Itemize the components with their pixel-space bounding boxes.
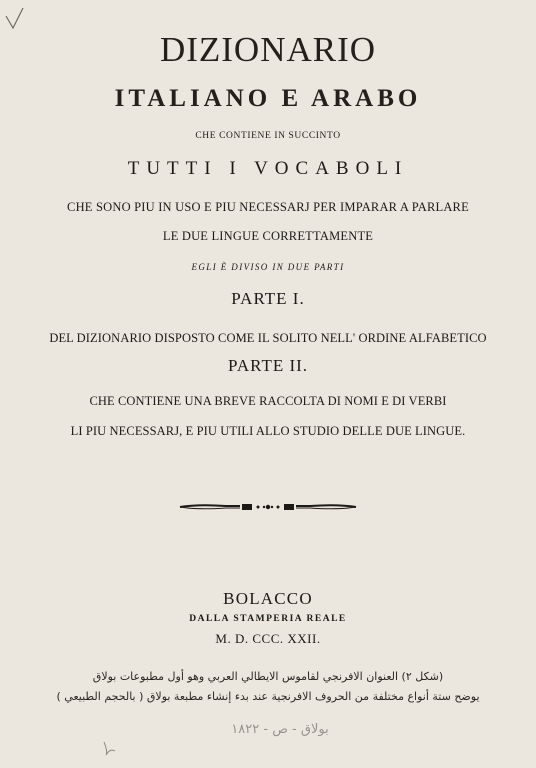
book-subtitle: ITALIANO E ARABO [114,85,422,112]
arabic-caption-line-1: (شكل ٢) العنوان الافرنجي لقاموس الايطالي العربي وهو أول مطبوعات بولاق [92,670,444,683]
description-line-1: CHE SONO PIU IN USO E PIU NECESSARJ PER IMPARAR A PARLARE [67,200,469,214]
division-note: EGLI È DIVISO IN DUE PARTI [191,262,345,272]
pencil-scribble-icon [100,738,120,758]
book-title: DIZIONARIO [159,30,377,69]
imprint-place: BOLACCO [223,589,313,608]
vocab-line: TUTTI I VOCABOLI [127,158,409,179]
part-1-description: DEL DIZIONARIO DISPOSTO COME IL SOLITO NELL' ORDINE ALFABETICO [49,331,487,345]
part-2-heading: PARTE II. [227,356,309,375]
pencil-check-mark-icon [4,6,26,32]
arabic-caption-line-2: يوضح ستة أنواع مختلفة من الحروف الافرنجية عند بدء إنشاء مطبعة بولاق ( بالحجم الطبيعي ) [56,690,480,703]
imprint-printer: DALLA STAMPERIA REALE [189,614,347,624]
contains-line: CHE CONTIENE IN SUCCINTO [195,131,341,141]
part-1-heading: PARTE I. [231,289,305,308]
description-line-2: LE DUE LINGUE CORRETTAMENTE [162,229,374,243]
ornamental-rule-divider [178,500,358,514]
part-2-description-line-2: LI PIU NECESSARJ, E PIU UTILI ALLO STUDIO DELLE DUE LINGUE. [70,424,466,438]
part-2-description-line-1: CHE CONTIENE UNA BREVE RACCOLTA DI NOMI E DI VERBI [89,394,447,408]
handwritten-pencil-note: بولاق - ص - ١٨٢٢ [231,722,329,737]
imprint-year: M. D. CCC. XXII. [215,631,321,646]
